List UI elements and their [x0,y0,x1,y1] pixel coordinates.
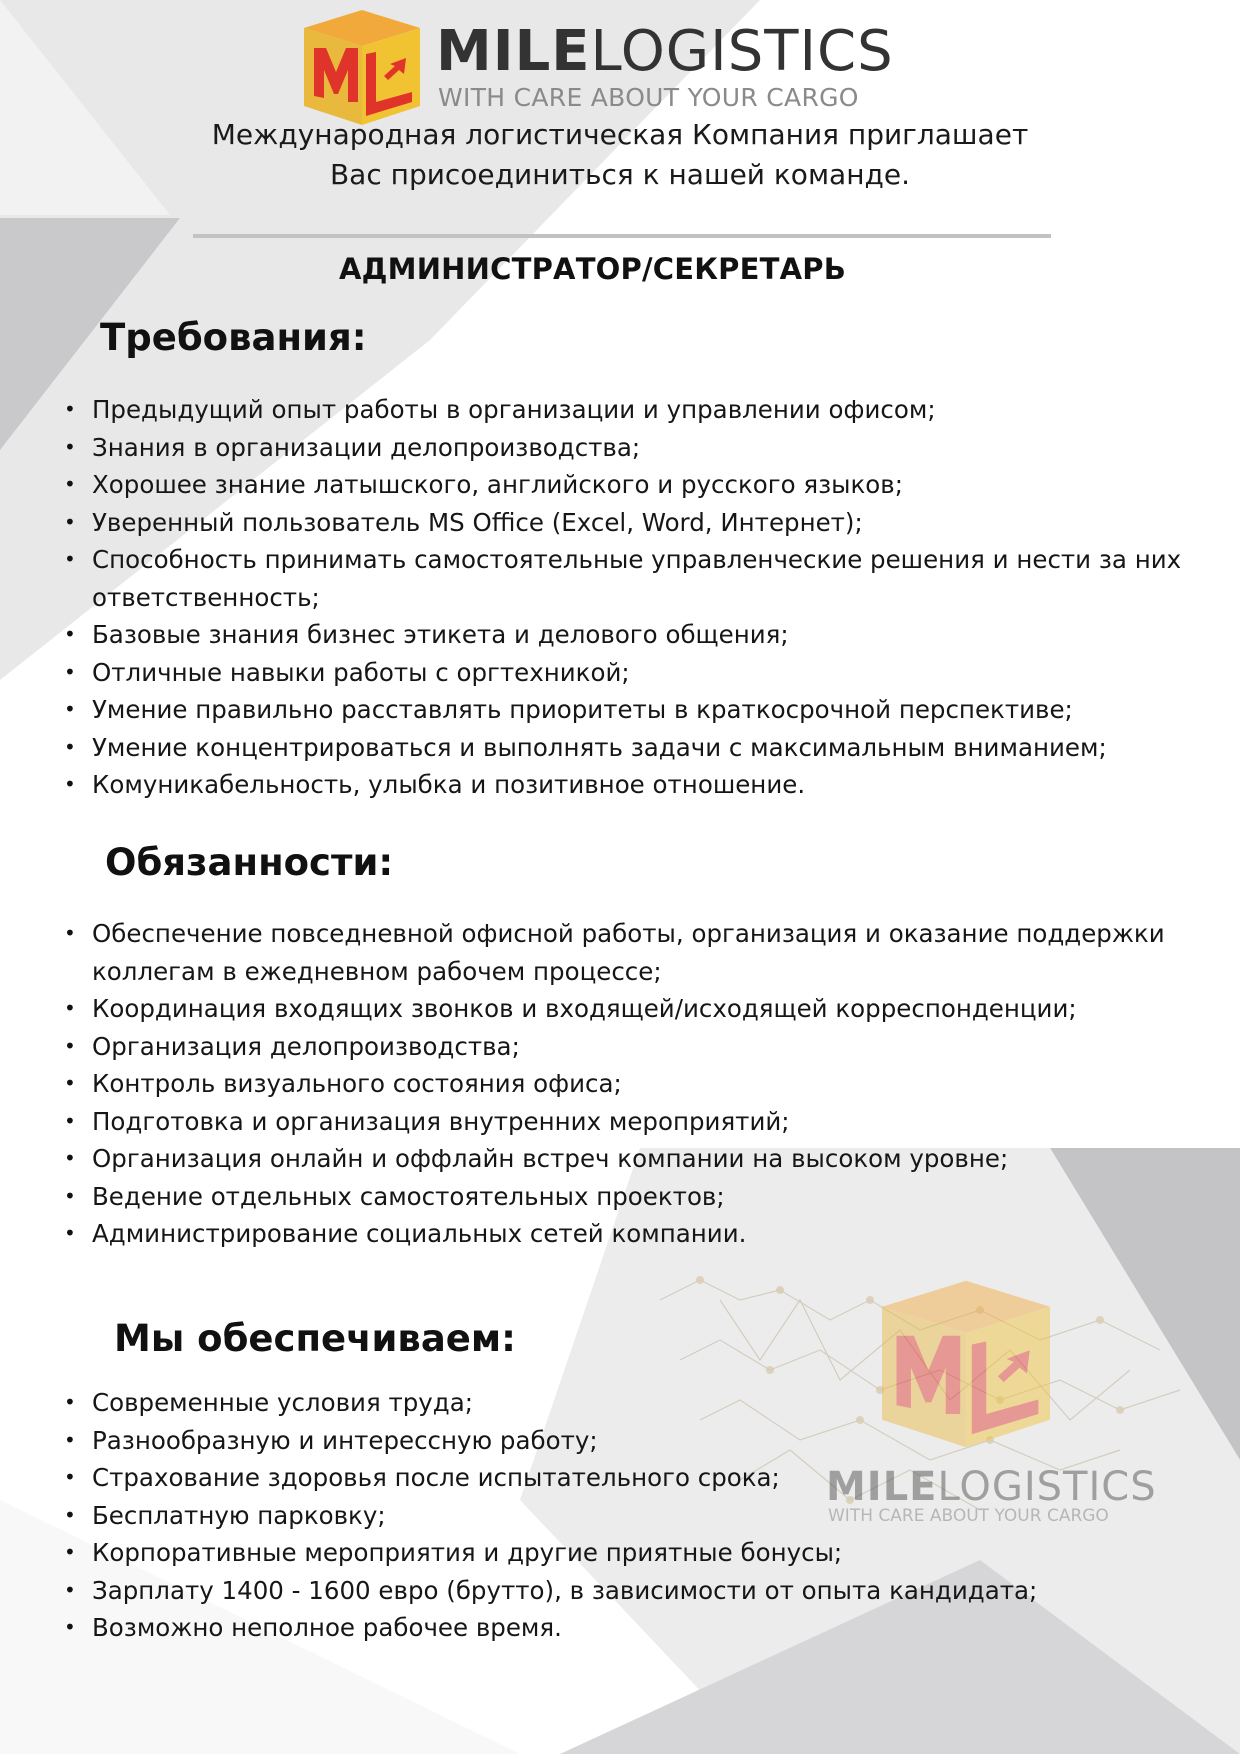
list-item: • Организация делопроизводства; [62,1028,1212,1066]
list-item: • Администрирование социальных сетей компании. [62,1215,1212,1253]
offer-list [62,1384,1212,1647]
brand-name-bold: MILE [436,19,591,84]
list-item: • Бесплатную парковку; [62,1497,1212,1535]
list-item: • Корпоративные мероприятия и другие приятные бонусы; [62,1534,1212,1572]
list-item: • Ведение отдельных самостоятельных проектов; [62,1178,1212,1216]
watermark-tagline: WITH CARE ABOUT YOUR CARGO [828,1506,1109,1526]
list-item: • Зарплату 1400 - 1600 евро (брутто), в зависимости от опыта кандидата; [62,1572,1212,1610]
job-title: АДМИНИСТРАТОР/СЕКРЕТАРЬ [338,252,847,286]
list-item: • Координация входящих звонков и входящей/исходящей корреспонденции; [62,990,1212,1028]
list-item: • Страхование здоровья после испытательного срока; [62,1459,1212,1497]
watermark-brand-light: LOGISTICS [937,1464,1157,1510]
duties-list [62,915,1212,1253]
list-item: • Предыдущий опыт работы в организации и управлении офисом; [62,391,1212,429]
intro-text [140,115,1100,195]
list-item: • Уверенный пользователь MS Office (Excel, Word, Интернет); [62,504,1212,542]
duties-heading: Обязанности: [105,841,394,884]
list-item: • Обеспечение повседневной офисной работы, организация и оказание поддержки коллегам в ежедневном рабочем процессе; [62,915,1212,990]
list-item: • Хорошее знание латышского, английского и русского языков; [62,466,1212,504]
offer-heading: Мы обеспечиваем: [114,1317,516,1360]
list-item: • Умение правильно расставлять приоритеты в краткосрочной перспективе; [62,691,1212,729]
company-logo [304,10,894,125]
intro-line-2: Вас присоединиться к нашей команде. [329,158,911,191]
list-item: • Разнообразную и интерессную работу; [62,1422,1212,1460]
watermark-brand-bold: MILE [826,1464,938,1510]
intro-line-1: Международная логистическая Компания приглашает [211,118,1029,151]
list-item: • Способность принимать самостоятельные управленческие решения и нести за них ответственность; [62,541,1212,616]
list-item: • Современные условия труда; [62,1384,1212,1422]
requirements-heading: Требования: [100,316,367,359]
divider [193,234,1051,238]
brand-name-light: LOGISTICS [590,19,894,84]
brand-name [436,19,894,84]
list-item: • Подготовка и организация внутренних мероприятий; [62,1103,1212,1141]
list-item: • Знания в организации делопроизводства; [62,429,1212,467]
list-item: • Возможно неполное рабочее время. [62,1609,1212,1647]
list-item: • Контроль визуального состояния офиса; [62,1065,1212,1103]
list-item: • Базовые знания бизнес этикета и делового общения; [62,616,1212,654]
list-item: • Умение концентрироваться и выполнять задачи с максимальным вниманием; [62,729,1212,767]
cube-logo-icon [304,10,420,125]
brand-tagline: WITH CARE ABOUT YOUR CARGO [438,83,859,112]
list-item: • Комуникабельность, улыбка и позитивное отношение. [62,766,1212,804]
requirements-list [62,391,1212,804]
list-item: • Отличные навыки работы с оргтехникой; [62,654,1212,692]
list-item: • Организация онлайн и оффлайн встреч компании на высоком уровне; [62,1140,1212,1178]
